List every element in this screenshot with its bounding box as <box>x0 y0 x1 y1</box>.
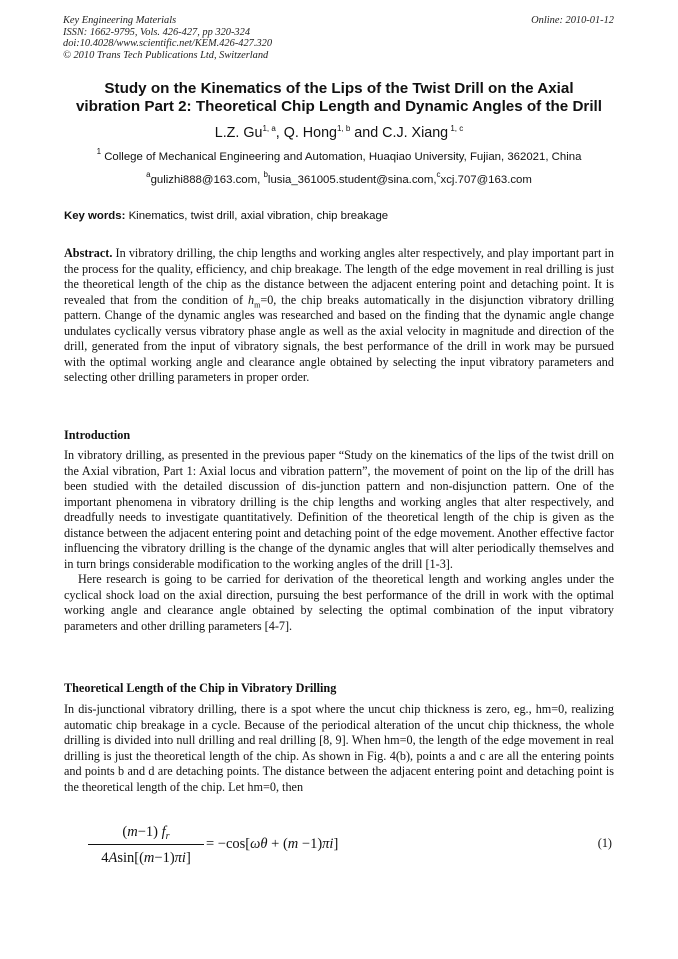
theory-heading: Theoretical Length of the Chip in Vibratory Drilling <box>64 681 337 695</box>
author-emails <box>0 170 678 187</box>
author-xiang: C.J. Xiang <box>382 125 449 141</box>
introduction-paragraph-2: Here research is going to be carried for derivation of the theoretical length and working angles under the cyclical shock load on the axial direction, pursuing the best performance of the drill in work with the optimal working angle and clearance angle obtained by selecting the optimal combination of the input vibratory parameters and other drilling parameters [4-7]. <box>64 572 614 633</box>
introduction-heading: Introduction <box>64 428 131 442</box>
online-date: Online: 2010-01-12 <box>531 15 614 26</box>
theory-paragraph-1: In dis-junctional vibratory drilling, there is a spot where the uncut chip thickness is zero, eg., hm=0, realizing automatic chip breakage in a cycle. Because of the periodical alteration of the uncut chip thickness, the whole drilling is divided into null drilling and real drilling [8, 9]. When hm=0, the length of the edge movement in real drilling is just the theoretical length of the chip. As shown in Fig. 4(b), points a and c are all the entering points and points b and d are detaching points. The distance between the adjacent entering point and detaching point is the theoretical length of the chip. Let hm=0, then <box>64 702 614 794</box>
email-a[interactable]: gulizhi888@163.com, <box>150 174 264 186</box>
author-gu-affil: 1, a <box>262 124 276 133</box>
equation-right-side: = −cos[ωθ + (m −1)πi] <box>206 836 339 852</box>
email-b-marker: b <box>263 170 268 179</box>
abstract-text-2: =0, the chip breaks automatically in the disjunction vibratory drilling pattern. Change of the dynamic angles was researched and based on the finding that the dynamic angle change undulates cyclically versus vibratory phase angle as well as the axial velocity in magnitude and direction of the drill, generated from the input of vibratory signals, the best performance of the drill in work may be pursued with the optimal working angle and clearance angle obtained by selecting the input vibratory parameters and selecting other drilling parameters in proper order. <box>64 292 614 384</box>
title-line-1: Study on the Kinematics of the Lips of the Twist Drill on the Axial <box>104 80 574 97</box>
author-separator: , <box>275 125 284 141</box>
introduction-paragraph-1: In vibratory drilling, as presented in the previous paper “Study on the kinematics of the lips of the twist drill on the Axial vibration, Part 1: Axial locus and vibration pattern”, the movement of point on the lip of the drill has been studied with the detailed discussion of dis-junction pattern and non-disjunction pattern. One of the important phenomena in vibratory drilling is the chip lengths and working angles that alter respectively, and dreadfully needs to investigate quantitatively. Definition of the theoretical length of the chip is given as the distance between the adjacent entering point and detaching point of the edge movement. Another effective factor influencing the vibratory drilling is the change of the dynamic angles that will alter periodically themselves and in turn brings considerable modification to the working angles of the drill [1-3]. <box>64 448 614 571</box>
equation-numerator: (m−1) $f_r$ <box>122 824 170 842</box>
author-gu: L.Z. Gu <box>214 125 263 141</box>
hm-subscript: m <box>254 299 261 309</box>
author-list <box>0 124 678 142</box>
email-c-marker: c <box>436 170 441 179</box>
affiliation-number: 1 <box>96 147 102 156</box>
doi-line[interactable]: doi:10.4028/www.scientific.net/KEM.426-427.320 <box>63 38 273 50</box>
abstract <box>64 246 614 386</box>
author-hong: Q. Hong <box>283 125 337 141</box>
theory-body <box>64 702 614 795</box>
journal-header <box>63 15 272 61</box>
equation-denominator: 4Asin[(m−1)πi] <box>101 850 191 866</box>
paper-title <box>40 80 638 115</box>
fraction-bar <box>88 844 204 845</box>
affiliation <box>0 147 678 164</box>
hm-symbol: h <box>248 292 255 307</box>
title-line-2: vibration Part 2: Theoretical Chip Length and Dynamic Angles of the Drill <box>75 97 602 115</box>
email-b[interactable]: lusia_361005.student@sina.com, <box>267 174 437 186</box>
affiliation-text: College of Mechanical Engineering and Automation, Huaqiao University, Fujian, 362021, China <box>101 151 582 163</box>
introduction-body <box>64 448 614 634</box>
equation-number: (1) <box>597 836 612 850</box>
equation-fraction <box>88 822 204 868</box>
email-a-marker: a <box>146 170 151 179</box>
equation-1 <box>88 822 618 868</box>
issn-line: ISSN: 1662-9795, Vols. 426-427, pp 320-324 <box>63 26 251 38</box>
keywords-text: Kinematics, twist drill, axial vibration, chip breakage <box>125 210 389 222</box>
author-separator-and: and <box>350 125 383 141</box>
keywords-label: Key words: <box>64 210 126 222</box>
email-c[interactable]: xcj.707@163.com <box>440 174 532 186</box>
journal-name: Key Engineering Materials <box>63 15 177 26</box>
author-hong-affil: 1, b <box>336 124 351 133</box>
abstract-text-1: In vibratory drilling, the chip lengths and working angles alter respectively, and play important part in the process for the quality, efficiency, and chip breakage. The length of the edge movement in real drilling is just the theoretical length of the chip as the distance between the adjacent entering point and detaching point. It is revealed that from the condition of <box>64 246 614 307</box>
copyright-line: © 2010 Trans Tech Publications Ltd, Switzerland <box>63 49 269 61</box>
author-xiang-affil: 1, c <box>448 124 464 133</box>
keywords <box>64 209 624 223</box>
abstract-label: Abstract. <box>64 246 113 260</box>
